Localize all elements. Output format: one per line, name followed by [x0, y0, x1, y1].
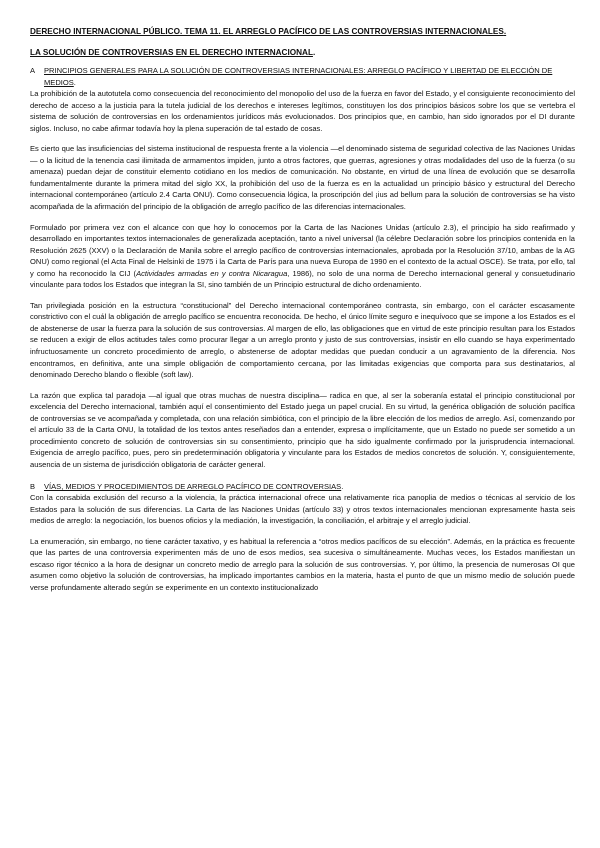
section-a-heading-text: PRINCIPIOS GENERALES PARA LA SOLUCIÓN DE CONTROVERSIAS INTERNACIONALES: ARREGLO PACÍFICO Y LIBERTAD DE ELECCIÓN DE MEDIOS — [44, 66, 553, 87]
section-a-heading-suffix: . — [73, 77, 76, 87]
section-b-heading — [30, 481, 575, 493]
section-a-paragraph-1: La prohibición de la autotutela como consecuencia del reconocimiento del monopolio del uso de la fuerza en favor del Estado, y el consiguiente reconocimiento del derecho de acceso a la justicia para la tutela judicial de los derechos e intereses legítimos, constituyen los dos principios básicos sobre los que se vertebra el sistema de solución de controversias en los ordenamientos jurídicos más evolucionados. Dos principios que, en cambio, han sido ignorados por el DI durante siglos. Incluso, no cabe afirmar todavía hoy la plena superación de tal estado de cosas. — [30, 89, 575, 133]
document-subtitle-suffix: . — [312, 48, 316, 57]
case-name-italic: Actividades armadas en y contra Nicaragua — [136, 268, 288, 278]
section-b-paragraph-1: Con la consabida exclusión del recurso a la violencia, la práctica internacional ofrece una relativamente rica panoplia de medios o técnicas al servicio de los Estados para la solución de sus diferencias. La Carta de las Naciones Unidas (artículo 33) y otros textos internacionales mencionan expresamente hasta seis medios de arreglo: la negociación, los buenos oficios y la mediación, la investigación, la conciliación, el arbitraje y el arreglo judicial. — [30, 493, 575, 526]
section-a-paragraph-2: Es cierto que las insuficiencias del sistema institucional de respuesta frente a la violencia —el denominado sistema de seguridad colectiva de las Naciones Unidas— o la licitud de la tenencia casi ilimitada de armamentos impiden, junto a otros factores, que guerras, agresiones y otras modalidades del uso de la fuerza (o su amenaza) puedan dejar de constituir elemento cotidiano en los medios de comunicación. No obstante, en virtud de una línea de evolución que se desarrolla fundamentalmente durante la primera mitad del siglo XX, la prohibición del uso de la fuerza es en la actualidad un principio básico y estructural del Derecho internacional contemporáneo (artículo 2.4 Carta ONU). Como consecuencia lógica, la proscripción del ¡ius ad bellum para la solución de controversias se ha visto acompañada de la afirmación del principio de la obligación de arreglo pacífico de las diferencias internacionales. — [30, 144, 575, 212]
section-a-paragraph-5: La razón que explica tal paradoja —al igual que otras muchas de nuestra disciplina— radica en que, al ser la soberanía estatal el principio constitucional por excelencia del Derecho internacional, también aquí el consentimiento del Estado juega un papel crucial. En su virtud, la genérica obligación de solución pacífica de controversias se ve acompañada y completada, con una relación simbiótica, con el principio de la libre elección de los medios de arreglo. Así, comenzando por el artículo 33 de la Carta ONU, la totalidad de los textos antes reseñados dan a entender, expresa o implícitamente, que un Estado no puede ser sometido a un procedimiento concreto de solución de controversias sin su consentimiento, principio que ha sido igualmente confirmado por la jurisprudencia internacional. Exigencia de arreglo pacífico, pues, pero sin predeterminación obligatoria y vinculante para los Estados de medios concretos de solución. Y, consiguientemente, ausencia de un sistema de jurisdicción obligatoria de carácter general. — [30, 390, 575, 469]
section-b-letter: B — [30, 481, 36, 491]
document-title — [30, 26, 575, 38]
section-a-heading — [30, 65, 575, 88]
section-a-letter: A — [30, 66, 36, 75]
section-b-paragraph-2: La enumeración, sin embargo, no tiene carácter taxativo, y es habitual la referencia a “otros medios pacíficos de su elección”. Además, en la práctica es frecuente que las partes de una controversia experimenten más de uno de esos medios, sea sucesiva o simultáneamente. Muchas veces, los Estados manifiestan un escaso rigor técnico a la hora de designar un concreto medio de arreglo para la solución de sus controversias. Y, por último, la presencia de numerosas OI que asumen como objetivo la solución de controversias, ha implicado importantes cambios en la materia, hasta el punto de que un mismo medio de solución puede verse profundamente alterado según se experimente en un contexto institucionalizado — [30, 536, 575, 592]
document-subtitle — [30, 47, 575, 59]
document-title-suffix: . — [503, 27, 507, 36]
document-page — [30, 26, 575, 602]
section-b-heading-text: VÍAS, MEDIOS Y PROCEDIMIENTOS DE ARREGLO PACÍFICO DE CONTROVERSIAS — [44, 481, 342, 491]
section-b-heading-suffix: . — [341, 481, 344, 491]
section-a-paragraph-3 — [30, 222, 575, 291]
document-subtitle-text: LA SOLUCIÓN DE CONTROVERSIAS EN EL DERECHO INTERNACIONAL — [30, 48, 313, 57]
section-a-paragraph-3-part-2: , 1986), no solo de una norma de Derecho internacional general y consuetudinario vinculante para todos los Estados que integran la SI, sino también de un Principio estructural de dicho ordenamiento. — [30, 268, 575, 290]
document-title-text: DERECHO INTERNACIONAL PÚBLICO. TEMA 11. EL ARREGLO PACÍFICO DE LAS CONTROVERSIAS INTERNACIONALES — [30, 27, 504, 36]
section-a-paragraph-3-part-1: Formulado por primera vez con el alcance con que hoy lo conocemos por la Carta de las Naciones Unidas (artículo 2.3), el principio ha sido reafirmado y desarrollado en importantes textos internacionales de generalizada aceptación, tanto a nivel universal (la célebre Declaración sobre los principios contenida en la Resolución 2625 (XXV) o la Declaración de Manila sobre el arreglo pacífico de controversias internacionales, aprobada por la Resolución 37/10, ambas de la AG ONU) como regional (el Acta Final de Helsinki de 1975 i la Carta de París para una nueva Europa de 1990 en el contexto de la actual OSCE). Se trata, por ello, tal y como ha reconocido la CIJ ( — [30, 222, 575, 278]
section-a-paragraph-4: Tan privilegiada posición en la estructura “constitucional” del Derecho internacional contemporáneo contrasta, sin embargo, con el carácter escasamente constrictivo con el cuál la obligación de arreglo pacífico se encuentra reconocida. De hecho, el único límite seguro e inequívoco que se impone a los Estados es el de abstenerse de usar la fuerza para la solución de sus controversias. Al margen de ello, las obligaciones que en virtud de este principio resultan para los Estados se reducen a exigir de ellos actitudes tales como procurar llegar a un arreglo pronto y justo de sus controversias, insistir en ello cuando se haya experimentado infructuosamente un concreto procedimiento de arreglo, o abstenerse de adoptar medidas que puedan conducir a un agravamiento de la diferencia. Nos encontramos, en definitiva, ante una simple obligación de comportamiento cercana, por las limitadas exigencias que comporta para sus destinatarios, al denominado Derecho blando o flexible (soft law). — [30, 300, 575, 380]
